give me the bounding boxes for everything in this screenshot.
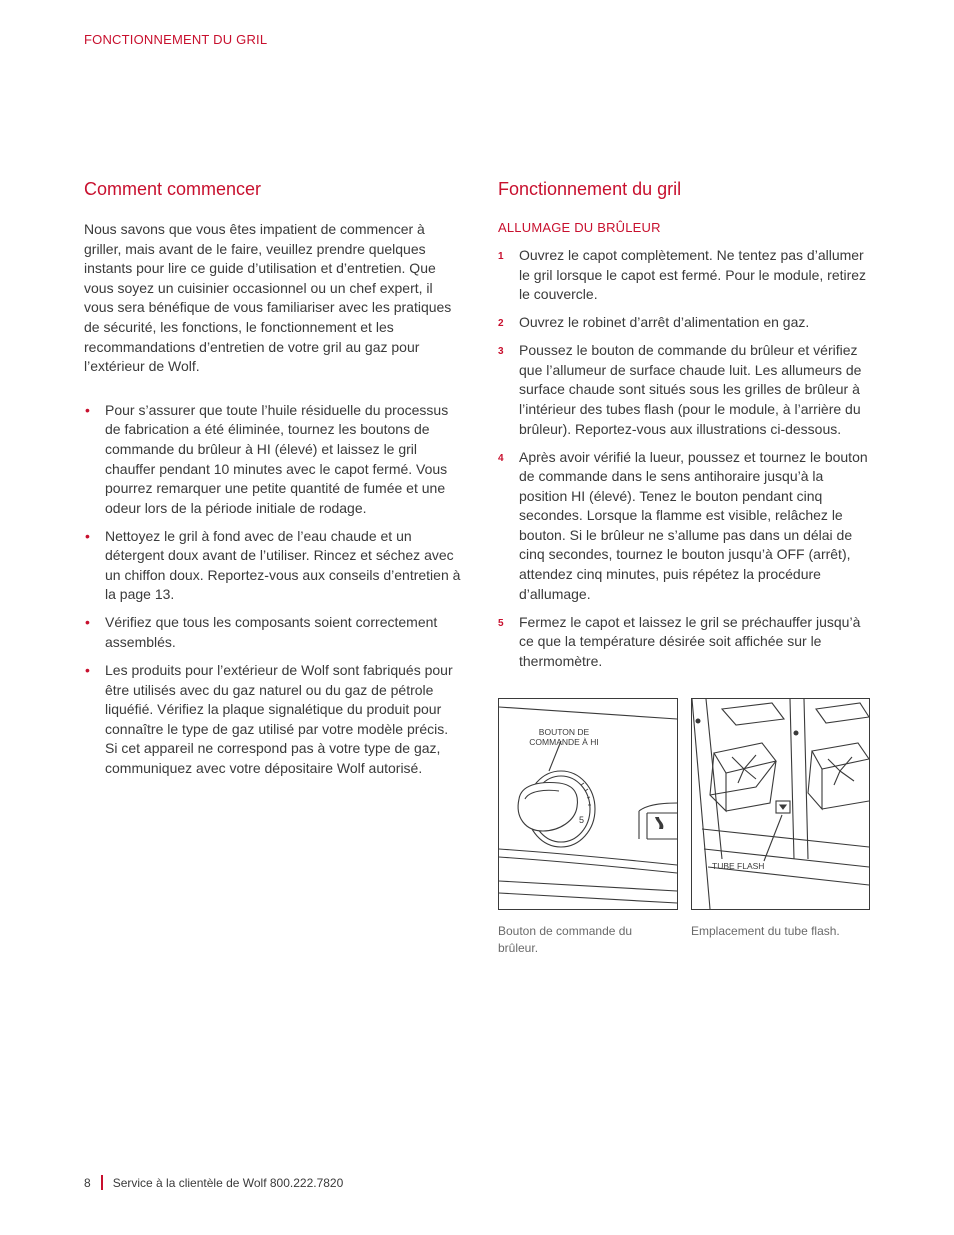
svg-text:5: 5 xyxy=(579,815,585,825)
step-item xyxy=(498,613,873,672)
bullet-dot-icon: • xyxy=(85,662,90,679)
step-text: Poussez le bouton de commande du brûleur et vérifiez que l’allumeur de surface chaude luit. Les allumeurs de surface chaude sont situés sous les grilles de brûleur à l’intérieur des tubes flash (pour le module, à l’arrière du brûleur). Reportez-vous aux illustrations ci-dessous. xyxy=(519,342,862,437)
flash-tube-illustration xyxy=(691,698,870,910)
left-heading: Comment commencer xyxy=(84,179,262,199)
figure-caption-1: Bouton de commande du brûleur. xyxy=(498,924,633,955)
flash-tube-callout: TUBE FLASH xyxy=(712,861,765,871)
step-number: 4 xyxy=(498,452,504,464)
section-header: FONCTIONNEMENT DU GRIL xyxy=(84,32,268,47)
step-number: 3 xyxy=(498,346,504,358)
steps-list xyxy=(498,246,873,671)
bullet-dot-icon: • xyxy=(85,614,90,631)
bullet-dot-icon: • xyxy=(85,527,90,544)
step-item xyxy=(498,313,873,333)
step-item xyxy=(498,246,873,305)
bullet-item: • Pour s’assurer que toute l’huile résiduelle du processus de fabrication a été éliminée, tournez les boutons de commande du brûleur à HI (élevé) et laissez le gril chauffer pendant 10 minutes avec le capot fermé. Vous pourrez remarquer une petite quantité de fumée et une odeur lors de la période initiale de rodage. xyxy=(85,401,449,516)
bullet-item: • Vérifiez que tous les composants soient correctement assemblés. xyxy=(85,614,438,651)
knob-callout: BOUTON DE COMMANDE À HI xyxy=(529,727,599,747)
step-text: Ouvrez le robinet d’arrêt d’alimentation en gaz. xyxy=(519,314,810,331)
right-column xyxy=(498,178,873,680)
bullet-list xyxy=(84,401,462,779)
bullet-item: • Les produits pour l’extérieur de Wolf sont fabriqués pour être utilisés avec du gaz naturel ou du gaz de pétrole liquéfié. Vérifiez la plaque signalétique du produit pour connaître le type de gaz utilisé par votre modèle précis. Si cet appareil ne correspond pas à votre type de gaz, communiquez avec votre dépositaire Wolf autorisé. xyxy=(85,662,453,777)
footer-divider xyxy=(101,1175,103,1190)
left-column xyxy=(84,178,462,787)
step-number: 2 xyxy=(498,318,504,330)
bullet-dot-icon: • xyxy=(85,401,90,418)
step-item xyxy=(498,341,873,439)
figure-caption-2: Emplacement du tube flash. xyxy=(691,924,840,938)
intro-paragraph: Nous savons que vous êtes impatient de commencer à griller, mais avant de le faire, veuillez prendre quelques instants pour lire ce guide d’utilisation et d’entretien. Que vous soyez un cuisinier occasionnel ou un chef expert, il vous sera bénéfique de vous familiariser avec les pratiques de sécurité, les fonctions, le fonctionnement et les recommandations d’entretien de votre gril au gaz pour l’extérieur de Wolf. xyxy=(84,221,452,375)
flash-tube-drawing xyxy=(692,699,869,909)
step-item xyxy=(498,448,873,605)
footer-text: Service à la clientèle de Wolf 800.222.7820 xyxy=(112,1176,344,1190)
step-text: Après avoir vérifié la lueur, poussez et tournez le bouton de commande dans le sens antihoraire jusqu’à la position HI (élevé). Tenez le bouton pendant cinq secondes. Lorsque la flamme est visible, relâchez le bouton. Si le brûleur ne s’allume pas dans un délai de cinq secondes, tournez le bouton jusqu’à OFF (arrêt), attendez cinq minutes, puis répétez la procédure d’allumage. xyxy=(519,448,868,602)
knob-illustration xyxy=(498,698,678,910)
step-text: Fermez le capot et laissez le gril se préchauffer jusqu’à ce que la température désirée soit affichée sur le thermomètre. xyxy=(519,613,861,669)
step-number: 5 xyxy=(498,617,504,629)
subheading: ALLUMAGE DU BRÛLEUR xyxy=(498,220,661,235)
bullet-item: • Nettoyez le gril à fond avec de l’eau chaude et un détergent doux avant de l’utiliser. Rincez et séchez avec un chiffon doux. Reportez-vous aux conseils d’entretien à la page 13. xyxy=(85,527,461,603)
page-number: 8 xyxy=(84,1176,91,1190)
right-heading: Fonctionnement du gril xyxy=(498,179,682,199)
step-number: 1 xyxy=(498,251,504,262)
page-footer xyxy=(84,1175,343,1190)
step-text: Ouvrez le capot complètement. Ne tentez pas d’allumer le gril lorsque le capot est fermé. Pour le module, retirez le couvercle. xyxy=(519,247,867,303)
